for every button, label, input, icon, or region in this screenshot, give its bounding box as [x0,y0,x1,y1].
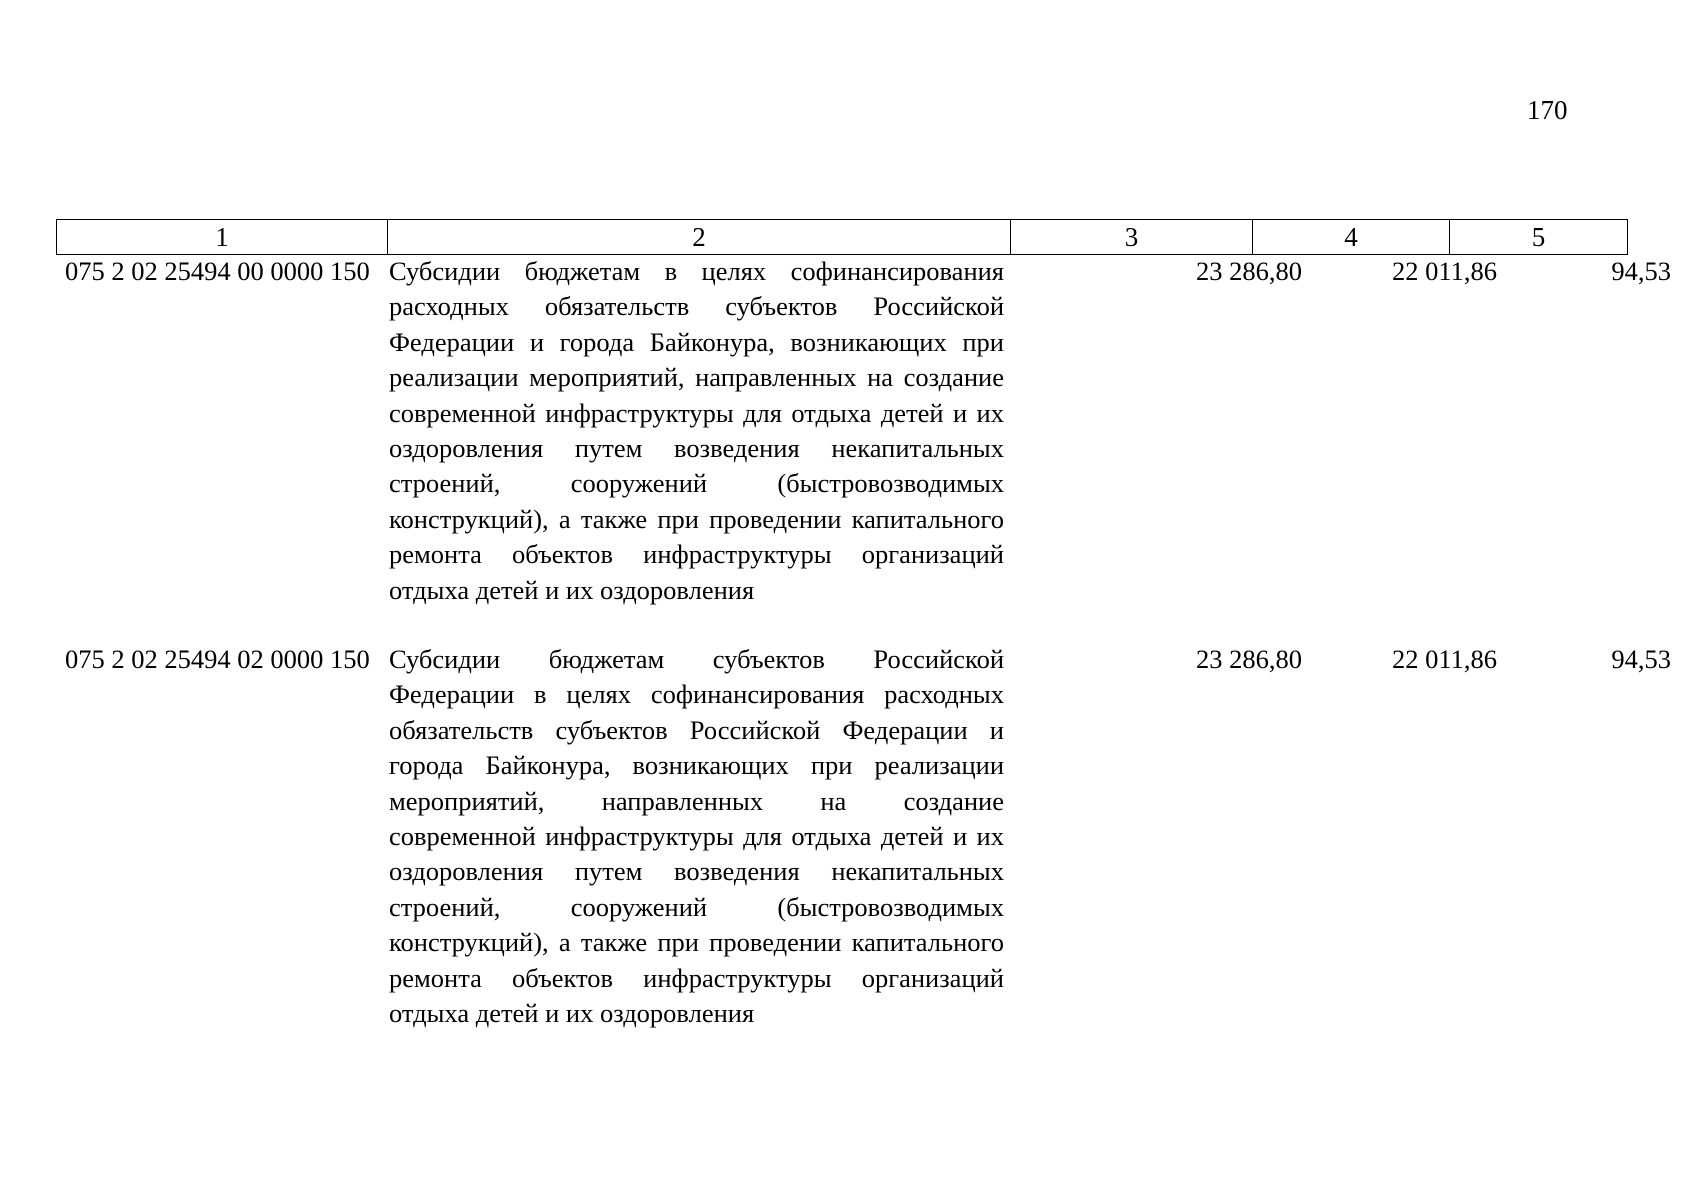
budget-code: 075 2 02 25494 00 0000 150 [65,256,370,286]
header-row [57,220,1628,255]
row-description: Субсидии бюджетам в целях софинансирования расходных обязательств субъектов Российской Федерации и города Байконура, возникающих при реализации мероприятий, направленных на создание современной инфраструктуры для отдыха детей и их оздоровления путем возведения некапитальных строений, сооружений (быстровозводимых конструкций), а также при проведении капитального ремонта объектов инфраструктуры организаций отдыха детей и их оздоровления [389,256,1004,605]
value-col-3: 23 286,80 [1196,256,1302,286]
value-col-3: 23 286,80 [1196,644,1302,674]
header-cell-3: 3 [1011,220,1253,255]
value-col-4: 22 011,86 [1391,256,1497,286]
row-description: Субсидии бюджетам субъектов Российской Федерации в целях софинансирования расходных обязательств субъектов Российской Федерации и города Байконура, возникающих при реализации мероприятий, направленных на создание современной инфраструктуры для отдыха детей и их оздоровления путем возведения некапитальных строений, сооружений (быстровозводимых конструкций), а также при проведении капитального ремонта объектов инфраструктуры организаций отдыха детей и их оздоровления [389,644,1004,1029]
value-col-5: 94,53 [1611,256,1671,286]
value-col-4: 22 011,86 [1391,644,1497,674]
value-col-5: 94,53 [1611,644,1671,674]
page-number: 170 [1527,95,1568,125]
table-header [56,219,1628,255]
budget-code: 075 2 02 25494 02 0000 150 [65,644,370,674]
header-cell-5: 5 [1450,220,1628,255]
header-cell-2: 2 [388,220,1011,255]
header-cell-4: 4 [1253,220,1450,255]
header-cell-1: 1 [57,220,388,255]
